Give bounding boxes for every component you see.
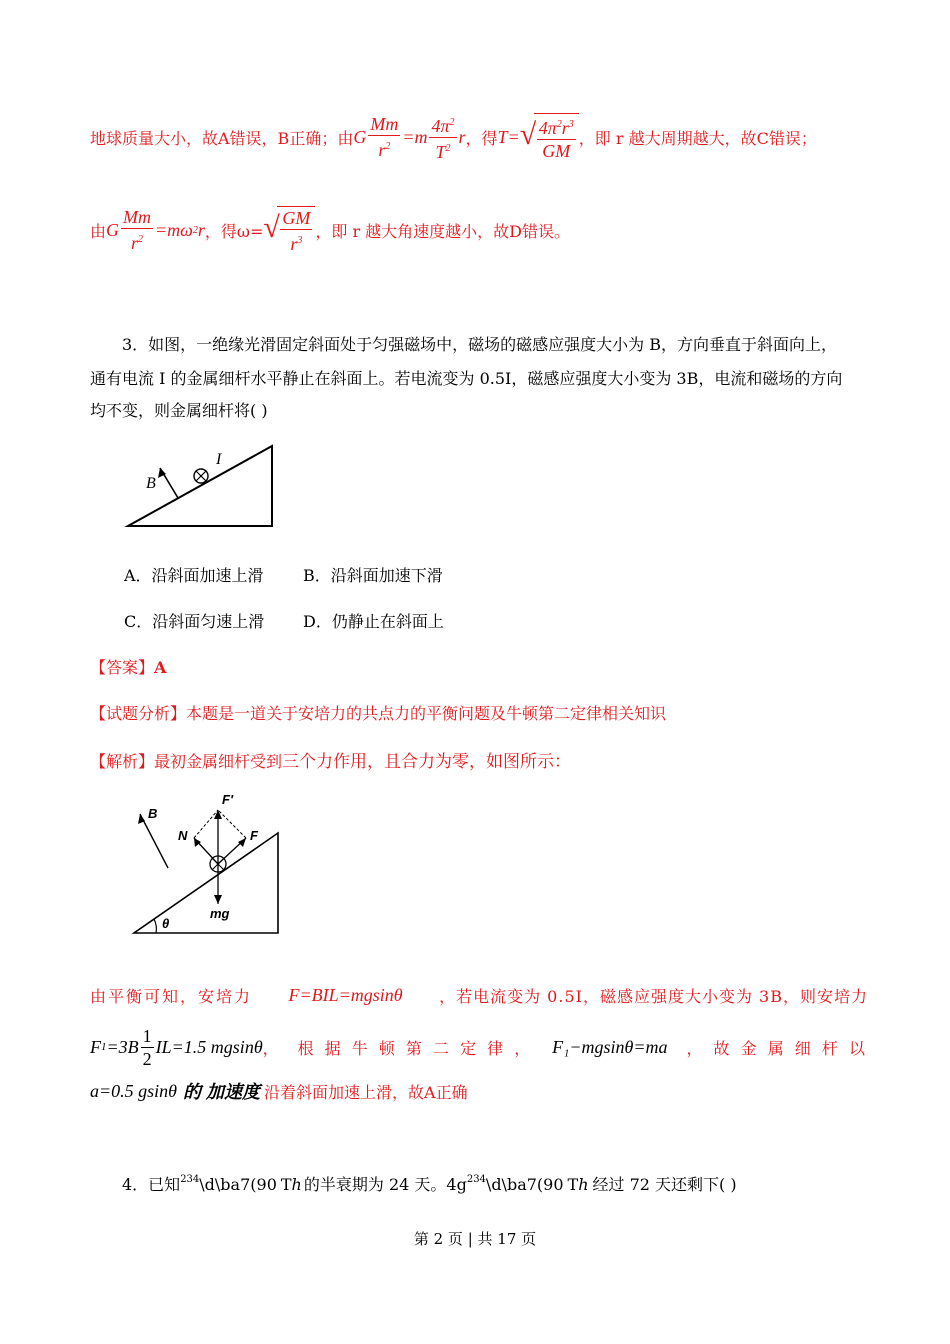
calc1-formula: F=BIL=mgsinθ xyxy=(288,985,403,1005)
answer-tag: 【答案】 xyxy=(90,658,155,677)
calc3-italic-text: 的 加速度 xyxy=(183,1082,261,1102)
theta-arc xyxy=(154,919,156,933)
q3-stem-line1: 3．如图，一绝缘光滑固定斜面处于匀强磁场中，磁场的磁感应强度大小为 B，方向垂直于斜面向上， xyxy=(122,335,838,354)
calc2-formula-f1: F 1 =3B $\frac{1}{2}$ IL=1.5 mgsinθ ， xyxy=(90,1025,279,1069)
incline-triangle-2 xyxy=(134,833,278,933)
prev-solution-line1 xyxy=(90,112,817,162)
q3-stem-line3: 均不变，则金属细杆将( ) xyxy=(90,401,268,420)
prev-text-5: ，得ω= xyxy=(204,221,264,241)
answer-line xyxy=(90,655,166,678)
fig1-label-i: I xyxy=(216,451,222,468)
fig2-label-f: F xyxy=(250,828,258,843)
formula-omega: √ $\frac{GM}{r^3}$ xyxy=(263,206,315,255)
q4-code-2: \d\ba7(90 xyxy=(485,1175,564,1194)
calc3-text-end: 沿着斜面加速上滑，故A正确 xyxy=(264,1082,468,1102)
prev-text-6: ，即 r 越大角速度越小，故D错误。 xyxy=(315,221,571,241)
field-direction-line xyxy=(140,814,168,868)
fig2-label-fp: F′ xyxy=(222,792,234,807)
q3-option-a[interactable]: A．沿斜面加速上滑 xyxy=(124,566,264,585)
calc-line1 xyxy=(90,984,868,1007)
q3-option-d[interactable]: D．仍静止在斜面上 xyxy=(303,612,444,631)
calc2-text-b: ， 故 金 属 细 杆 以 xyxy=(686,1038,868,1058)
page-footer: 第 2 页 | 共 17 页 xyxy=(413,1230,537,1248)
solution-text-2: 三个力作用，且合力为零，如图所示： xyxy=(282,752,572,771)
q3-stem-line2: 通有电流 I 的金属细杆水平静止在斜面上。若电流变为 0.5I，磁感应强度大小变为 3B，电流和磁场的方向 xyxy=(90,369,843,388)
analysis-line xyxy=(90,701,666,724)
q3-option-c[interactable]: C．沿斜面匀速上滑 xyxy=(124,612,265,631)
incline-figure xyxy=(120,440,280,532)
prev-text-2: ，得 xyxy=(465,128,498,148)
fig2-label-theta: θ xyxy=(162,916,170,931)
fig1-label-b: B xyxy=(146,475,156,492)
formula-gravity-centripetal: G $\frac{Mm}{r^2}$ =m $\frac{4\pi^2}{T^2}$ r xyxy=(353,112,465,163)
solution-line xyxy=(90,747,571,772)
calc2-text-a: 根 据 牛 顿 第 二 定 律 ， xyxy=(297,1038,534,1058)
calc3-formula: a=0.5 gsinθ xyxy=(90,1080,177,1101)
q4-stem: 4．已知 234 \d\ba7(90 Th 的半衰期为 24 天。4g 234 \d\ba7(90 Th 经过 72 天还剩下( ) xyxy=(122,1174,737,1194)
q4-code-1: \d\ba7(90 xyxy=(199,1175,277,1194)
q4-text-b: 的半衰期为 24 天。4g xyxy=(303,1175,467,1194)
q4-text-c: 经过 72 天还剩下( ) xyxy=(592,1175,737,1194)
prev-text-4: 由 xyxy=(90,221,107,241)
calc-line3 xyxy=(90,1078,468,1104)
q3-option-b[interactable]: B．沿斜面加速下滑 xyxy=(303,566,443,585)
calc-line2 xyxy=(90,1024,868,1070)
calc1-text-a: 由平衡可知，安培力 xyxy=(90,987,253,1006)
formula-gravity-angular: G $\frac{Mm}{r^2}$ =mω 2 r xyxy=(106,207,205,253)
solution-text-1: 最初金属细杆受到 xyxy=(154,752,283,771)
prev-text-1: 地球质量大小，故A错误，B正确；由 xyxy=(90,128,354,148)
formula-period: T= √ $\frac{4\pi^2r^3}{GM}$ xyxy=(498,113,579,162)
fig2-label-mg: mg xyxy=(210,906,230,921)
force-diagram xyxy=(128,790,284,938)
analysis-tag: 【试题分析】 xyxy=(90,704,187,723)
prev-text-3: ，即 r 越大周期越大，故C错误； xyxy=(578,128,817,148)
fig2-label-b: B xyxy=(148,806,158,821)
fig2-label-n: N xyxy=(178,828,188,843)
prev-solution-line2 xyxy=(90,205,570,255)
answer-value: A xyxy=(154,658,167,677)
q4-text-a: 4．已知 xyxy=(122,1175,181,1194)
calc1-text-b: ，若电流变为 0.5I，磁感应强度大小变为 3B，则安培力 xyxy=(439,987,868,1006)
analysis-text: 本题是一道关于安培力的共点力的平衡问题及牛顿第二定律相关知识 xyxy=(186,704,667,723)
solution-tag: 【解析】 xyxy=(90,752,155,771)
calc2-formula-newton: F₁−mgsinθ=ma xyxy=(552,1036,668,1057)
